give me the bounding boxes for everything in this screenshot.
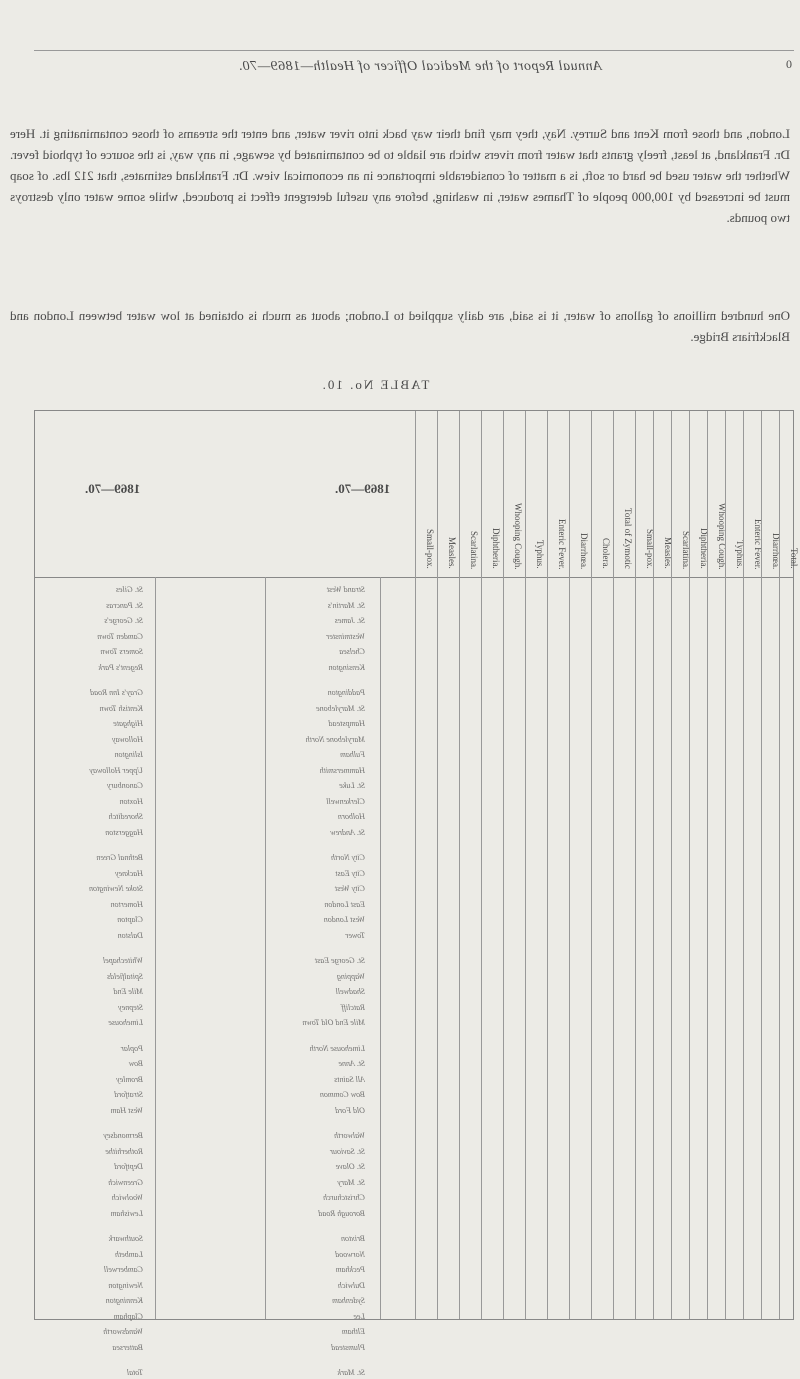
district-name: Greenwich (108, 1177, 143, 1187)
right-period-label: 1869—70. (335, 481, 391, 496)
district-name: Fulham (340, 750, 365, 759)
column-separator (671, 411, 672, 577)
table-row (35, 764, 793, 777)
district-name: Borough Road (318, 1208, 365, 1218)
table-row (35, 645, 793, 658)
district-name: Southwark (108, 1234, 143, 1243)
column-header: Total. (789, 548, 799, 569)
district-name: Gray's Inn Road (90, 688, 143, 697)
column-separator (525, 411, 526, 577)
district-name: City East (335, 868, 365, 878)
district-name: Dulwich (337, 1280, 365, 1290)
district-name: Hampstead (328, 719, 365, 728)
district-name: Westminster (326, 631, 365, 641)
district-name: Newington (108, 1280, 143, 1290)
table-row (35, 826, 793, 839)
table-row (35, 810, 793, 823)
district-name: Hackney (115, 868, 143, 878)
table-header (35, 411, 799, 578)
district-name: Total (126, 1368, 143, 1377)
column-header: Whooping Cough. (513, 502, 523, 569)
district-name: Dalston (117, 930, 143, 940)
column-header: Whooping Cough. (717, 502, 727, 569)
column-separator (437, 411, 438, 577)
page-number: 0 (786, 57, 792, 71)
table-row (35, 1279, 793, 1292)
district-name: Brixton (341, 1234, 365, 1243)
column-separator (761, 411, 762, 577)
table-row (35, 1073, 793, 1086)
table-row (35, 985, 793, 998)
district-name: Bromley (116, 1074, 143, 1084)
table-row (35, 1160, 793, 1173)
table-title: TABLE No. 10. (320, 377, 430, 392)
column-header: Diphtheria. (491, 528, 501, 569)
district-name: Regent's Park (98, 662, 143, 672)
district-name: Camden Town (97, 631, 143, 641)
column-separator (707, 411, 708, 577)
column-separator (779, 411, 780, 577)
district-name: Haggerston (105, 827, 143, 837)
district-name: Paddington (327, 688, 365, 697)
table-body (35, 577, 793, 1377)
district-name: Canonbury (107, 781, 143, 790)
district-name: Rotherhithe (105, 1146, 143, 1156)
table-row (35, 1042, 793, 1055)
district-name: Whitechapel (103, 956, 143, 965)
district-name: Bethnal Green (96, 853, 143, 862)
column-separator (547, 411, 548, 577)
district-name: Old Ford (335, 1105, 365, 1115)
district-name: St. Luke (339, 781, 365, 790)
column-header: Diarrhœa. (771, 532, 781, 569)
column-separator (459, 411, 460, 577)
table-row (35, 1176, 793, 1189)
table-row (35, 1263, 793, 1276)
table-row (35, 1104, 793, 1117)
table-row (35, 1248, 793, 1261)
column-header: Enteric Fever. (753, 518, 763, 569)
district-name: Mile End (113, 987, 143, 996)
district-name: Holloway (111, 734, 143, 744)
table-row (35, 913, 793, 926)
table-row (35, 748, 793, 761)
district-name: Sydenham (332, 1296, 365, 1305)
body-paragraph-2 (10, 305, 790, 347)
district-name: City West (334, 884, 365, 893)
district-name: St. Martin's (327, 600, 365, 610)
district-name: St. Marylebone (316, 703, 365, 713)
district-name: Strand West (326, 585, 365, 594)
table-row (35, 1310, 793, 1323)
table-row (35, 1232, 793, 1245)
district-name: Lambeth (115, 1249, 143, 1259)
district-name: Hoxton (119, 796, 143, 806)
district-name: Deptford (114, 1162, 143, 1171)
district-name: St. Andrew (330, 827, 365, 837)
district-name: Peckham (335, 1265, 365, 1274)
district-name: Plumstead (331, 1342, 365, 1352)
district-name: Lee (353, 1311, 365, 1321)
column-separator (591, 411, 592, 577)
district-name: Clapham (113, 1311, 143, 1321)
district-name: Clerkenwell (326, 796, 365, 806)
district-name: Limehouse (108, 1018, 143, 1027)
district-name: West Ham (110, 1105, 143, 1115)
column-header: Typhus. (535, 540, 545, 569)
column-header: Measles. (447, 537, 457, 569)
column-header: Measles. (663, 537, 673, 569)
table-row (35, 929, 793, 942)
column-separator (725, 411, 726, 577)
table-row (35, 599, 793, 612)
district-name: Woolwich (111, 1193, 143, 1202)
district-name: Norwood (335, 1249, 365, 1259)
district-name: St. Anne (338, 1059, 365, 1068)
table-row (35, 1191, 793, 1204)
district-name: Wandsworth (103, 1327, 143, 1336)
district-name: St. George's (104, 616, 143, 625)
district-name: Stepney (118, 1002, 143, 1012)
column-separator (481, 411, 482, 577)
district-name: Eltham (341, 1327, 365, 1336)
running-head: Annual Report of the Medical Officer of Health—1869—70. (238, 59, 602, 74)
table-row (35, 733, 793, 746)
column-separator (613, 411, 614, 577)
district-name: Poplar (120, 1043, 143, 1053)
district-name: Shadwell (335, 987, 365, 996)
table-row (35, 1341, 793, 1354)
table-row (35, 1001, 793, 1014)
table-row (35, 630, 793, 643)
table-row (35, 686, 793, 699)
district-name: Kensington (328, 662, 365, 672)
column-header: Diarrhœa. (579, 532, 589, 569)
district-name: Limehouse North (309, 1043, 365, 1053)
district-name: Chelsea (339, 647, 365, 656)
column-header: Diphtheria. (699, 528, 709, 569)
district-name: Tower (345, 930, 365, 940)
district-name: Islington (114, 750, 143, 759)
district-name: Spitalfields (107, 971, 143, 981)
district-name: Hammersmith (319, 765, 365, 775)
table-row (35, 882, 793, 895)
table-row (35, 702, 793, 715)
district-name: Kentish Town (99, 703, 143, 713)
district-name: St. George East (314, 956, 365, 965)
district-name: Walworth (334, 1131, 365, 1140)
district-name: Camberwell (103, 1265, 143, 1274)
table-row (35, 1145, 793, 1158)
statistics-table (34, 410, 799, 1377)
district-name: Stratford (114, 1090, 143, 1099)
district-name: St. Giles (115, 585, 143, 594)
table-row (35, 583, 793, 596)
column-header: Enteric Fever. (557, 518, 567, 569)
district-name: East London (324, 899, 365, 909)
table-row (35, 1088, 793, 1101)
district-name: City North (330, 853, 365, 862)
column-separator (689, 411, 690, 577)
paragraph-text: London, and those from Kent and Surrey. Nay, they may find their way back into river water, and enter the streams of those contaminating it. Here Dr. Frankland, at least, freely grants that water from rivers which are liable to be contaminated by sewage, in any way, is the source of typhoid fever. Whether the water used be hard or soft, is a matter of considerable importance in an economical view. Dr. Frankland estimates, that 212 lbs. of soap must be increased by 100,000 people of Thames water, in washing, before any useful detergent effect is produced, while some water only destroys two pounds. (10, 126, 790, 225)
district-name: Kennington (105, 1296, 143, 1305)
district-name: Stoke Newington (89, 884, 143, 893)
table-row (35, 1016, 793, 1029)
column-header: Scarlatina. (681, 530, 691, 569)
district-name: Homerton (110, 899, 143, 909)
column-separator (635, 411, 636, 577)
district-name: Ratcliff (341, 1002, 365, 1012)
column-separator (503, 411, 504, 577)
district-name: West London (323, 915, 365, 924)
district-name: Marylebone North (305, 734, 365, 744)
district-name: Highgate (113, 719, 143, 728)
column-separator (415, 411, 416, 577)
left-period-label: 1869—70. (85, 481, 141, 496)
district-name: Shoreditch (108, 812, 143, 821)
district-name: Lewisham (110, 1208, 143, 1218)
table-row (35, 867, 793, 880)
district-name: All Saints (334, 1074, 365, 1084)
table-row (35, 954, 793, 967)
column-header: Small-pox. (645, 529, 655, 569)
column-separator (743, 411, 744, 577)
paragraph-text: One hundred millions of gallons of water, it is said, are daily supplied to London; about as much is obtained at low water between London and Blackfriars Bridge. (10, 308, 790, 344)
district-name: Upper Holloway (89, 765, 143, 775)
district-name: Somers Town (100, 647, 143, 656)
district-name: Bow (128, 1059, 143, 1068)
district-name: Christchurch (323, 1193, 365, 1202)
district-name: St. Pancras (106, 600, 143, 610)
column-header: Cholera. (601, 538, 611, 569)
district-name: St. Olave (335, 1162, 365, 1171)
column-header: Small-pox. (425, 529, 435, 569)
district-name: St. James (334, 616, 365, 625)
table-row (35, 1294, 793, 1307)
table-row (35, 1325, 793, 1338)
table-row (35, 970, 793, 983)
table-row (35, 898, 793, 911)
table-row (35, 1129, 793, 1142)
district-name: Wapping (336, 971, 365, 981)
column-separator (653, 411, 654, 577)
table-row (35, 614, 793, 627)
body-paragraph-1 (10, 123, 790, 228)
column-header: Typhus. (735, 540, 745, 569)
district-name: St. Mary (337, 1177, 365, 1187)
column-header: Scarlatina. (469, 530, 479, 569)
district-name: Battersea (112, 1342, 143, 1352)
district-name: Bermondsey (103, 1131, 143, 1140)
table-row (35, 851, 793, 864)
table-row (35, 1207, 793, 1220)
table-row (35, 779, 793, 792)
table-row (35, 661, 793, 674)
table-row (35, 717, 793, 730)
column-header: Total of Zymotic (623, 508, 633, 569)
table-row (35, 1366, 793, 1379)
district-name: Clapton (117, 915, 143, 924)
column-separator (569, 411, 570, 577)
district-name: St. Mark (337, 1368, 365, 1377)
table-row (35, 795, 793, 808)
district-name: St. Saviour (329, 1146, 365, 1156)
table-row (35, 1057, 793, 1070)
district-name: Mile End Old Town (302, 1018, 365, 1027)
district-name: Holborn (337, 812, 365, 821)
top-rule (34, 50, 794, 51)
district-name: Bow Common (319, 1090, 365, 1099)
